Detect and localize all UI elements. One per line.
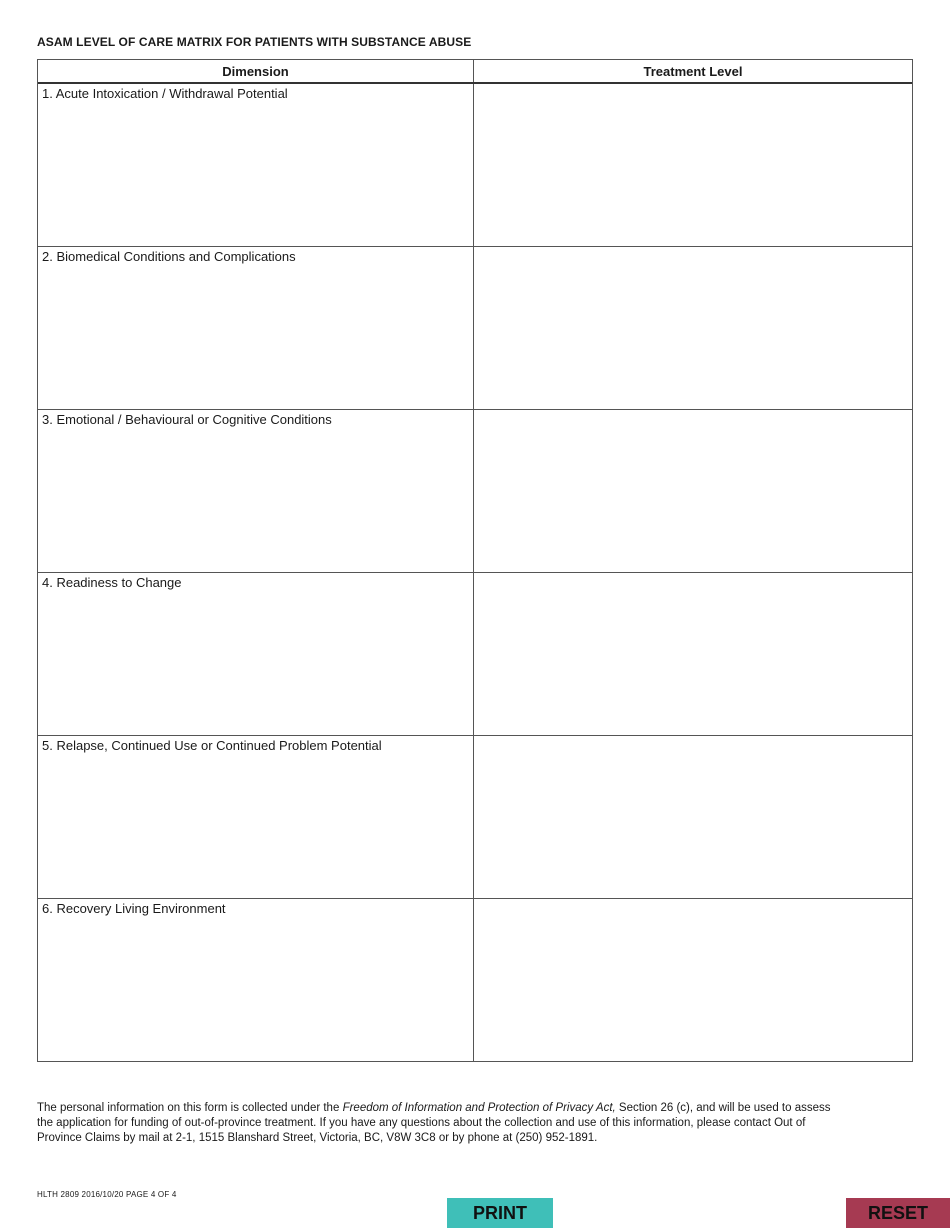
form-id: HLTH 2809 2016/10/20 PAGE 4 OF 4 <box>37 1190 177 1199</box>
privacy-notice-text-end: Section 26 (c), and will be used to assess the application for funding of out-of-province treatment. If you have any questions about the collection and use of this information, please contact Out of Province Claims by mail at 2-1, 1515 Blanshard Street, Victoria, BC, V8W 3C8 or by phone at (250) 952-1891. <box>37 1102 831 1144</box>
dimension-column-header: Dimension <box>38 60 474 82</box>
dimension-label: 5. Relapse, Continued Use or Continued Problem Potential <box>38 736 474 898</box>
privacy-notice-text-start: The personal information on this form is collected under the <box>37 1102 343 1114</box>
table-row <box>38 899 912 1061</box>
dimension-label: 4. Readiness to Change <box>38 573 474 735</box>
table-row <box>38 410 912 573</box>
treatment-level-column-header: Treatment Level <box>643 63 743 79</box>
treatment-level-field[interactable] <box>474 247 912 409</box>
treatment-level-field[interactable] <box>474 573 912 735</box>
table-row <box>38 736 912 899</box>
dimension-label: 1. Acute Intoxication / Withdrawal Potential <box>38 84 474 246</box>
treatment-level-field[interactable] <box>474 410 912 572</box>
treatment-level-field[interactable] <box>474 899 912 1061</box>
care-matrix-table <box>37 59 913 1062</box>
privacy-act-name: Freedom of Information and Protection of Privacy Act, <box>342 1102 616 1114</box>
treatment-level-field[interactable] <box>474 736 912 898</box>
table-row <box>38 84 912 247</box>
reset-button[interactable]: RESET <box>846 1198 950 1228</box>
form-title: ASAM LEVEL OF CARE MATRIX FOR PATIENTS WITH SUBSTANCE ABUSE <box>37 35 472 49</box>
dimension-label: 2. Biomedical Conditions and Complications <box>38 247 474 409</box>
print-button[interactable]: PRINT <box>447 1198 553 1228</box>
table-row <box>38 573 912 736</box>
privacy-notice <box>37 1101 837 1146</box>
dimension-label: 3. Emotional / Behavioural or Cognitive Conditions <box>38 410 474 572</box>
table-header <box>38 60 912 84</box>
treatment-level-field[interactable] <box>474 84 912 246</box>
table-row <box>38 247 912 410</box>
dimension-label: 6. Recovery Living Environment <box>38 899 474 1061</box>
